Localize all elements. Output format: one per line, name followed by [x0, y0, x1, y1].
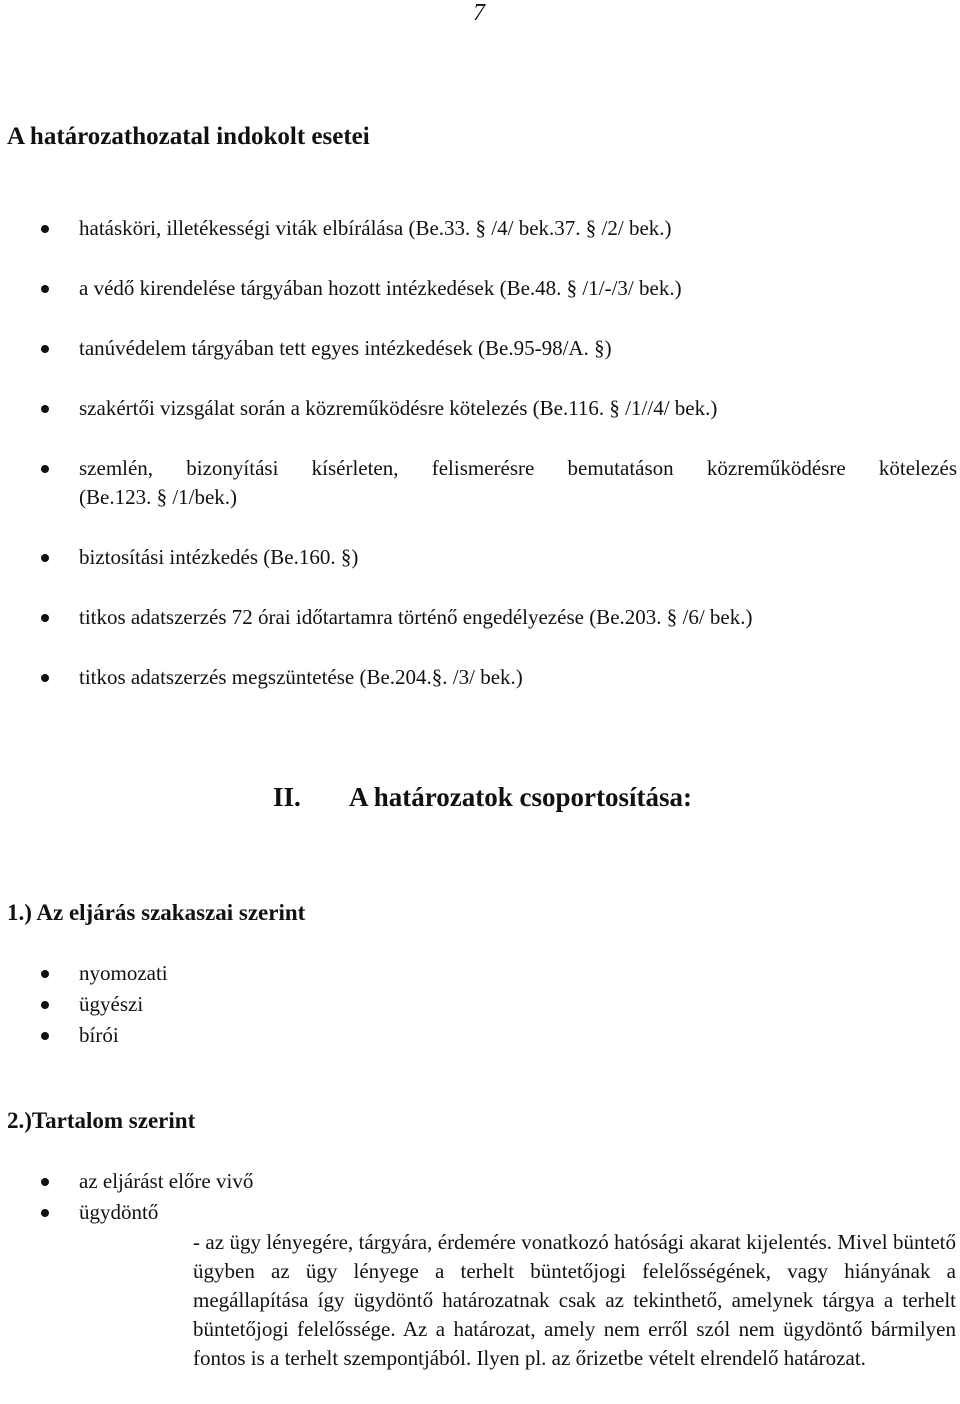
section-heading [273, 782, 692, 813]
list-item-text: bírói [79, 1023, 119, 1047]
list-item-text: szakértői vizsgálat során a közreműködésre kötelezés (Be.116. § /1//4/ bek.) [79, 396, 718, 420]
bullet-icon [41, 1001, 49, 1009]
group1-heading: 1.) Az eljárás szakaszai szerint [7, 900, 306, 925]
list-item-text: szemlén, bizonyítási kísérleten, felismerésre bemutatáson közreműködésre kötelezés [79, 456, 957, 480]
list-item-text: tanúvédelem tárgyában tett egyes intézkedések (Be.95-98/A. §) [79, 336, 612, 360]
bullet-icon [41, 285, 49, 293]
list-item-text: biztosítási intézkedés (Be.160. §) [79, 545, 359, 569]
bullet-icon [41, 614, 49, 622]
definition-paragraph: - az ügy lényegére, tárgyára, érdemére vonatkozó hatósági akarat kijelentés. Mivel büntető ügyben az ügy lényege a terhelt büntetőjogi felelősségének, vagy hiányának a megállapítása így ügydöntő határozatnak csak az tekinthető, amelynek tárgya a terhelt büntetőjogi felelőssége. Az a határozat, amely nem erről szól nem ügydöntő bármilyen fontos is a terhelt szempontjából. Ilyen pl. az őrizetbe vételt elrendelő határozat. [193, 1230, 956, 1370]
list-item-text: ügydöntő [79, 1200, 159, 1224]
bullet-icon [41, 225, 49, 233]
section-number: II. [273, 782, 301, 812]
bullet-icon [41, 1032, 49, 1040]
list-item-text: nyomozati [79, 961, 168, 985]
list-item-text: titkos adatszerzés megszüntetése (Be.204.§. /3/ bek.) [79, 665, 523, 689]
main-heading: A határozathozatal indokolt esetei [7, 123, 370, 150]
list-item-text: (Be.123. § /1/bek.) [79, 485, 238, 509]
bullet-icon [41, 554, 49, 562]
section-title: A határozatok csoportosítása: [349, 782, 692, 812]
bullet-icon [41, 1209, 49, 1217]
bullet-icon [41, 405, 49, 413]
list-item-text: hatásköri, illetékességi viták elbírálása (Be.33. § /4/ bek.37. § /2/ bek.) [79, 216, 672, 240]
bullet-icon [41, 1178, 49, 1186]
bullet-icon [41, 674, 49, 682]
page-number: 7 [473, 0, 485, 26]
group2-heading: 2.)Tartalom szerint [7, 1108, 196, 1133]
list-item-text: az eljárást előre vivő [79, 1169, 254, 1193]
bullet-icon [41, 970, 49, 978]
list-item-text: ügyészi [79, 992, 144, 1016]
bullet-icon [41, 465, 49, 473]
list-item-text: titkos adatszerzés 72 órai időtartamra történő engedélyezése (Be.203. § /6/ bek.) [79, 605, 753, 629]
bullet-icon [41, 345, 49, 353]
list-item-text: a védő kirendelése tárgyában hozott intézkedések (Be.48. § /1/-/3/ bek.) [79, 276, 682, 300]
